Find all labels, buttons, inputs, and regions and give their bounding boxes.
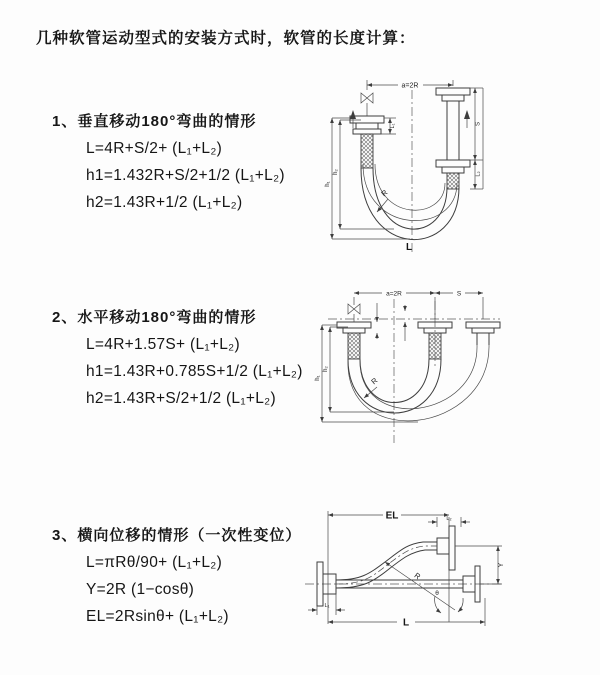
- formula-Y: Y=2R (1−cosθ): [86, 581, 195, 598]
- left-flange-assembly: [337, 322, 371, 359]
- section-1-heading: 1、垂直移动180°弯曲的情形: [52, 113, 257, 130]
- dim-label-a2r: a=2R: [386, 290, 402, 298]
- hose-u-curves: [361, 164, 459, 240]
- centerlines: [305, 517, 503, 622]
- dim-label-r: R: [379, 187, 390, 199]
- right-flange-assembly: [436, 88, 470, 189]
- diagram-1-drawing: [322, 66, 500, 260]
- hose-u-curves: [348, 345, 489, 421]
- dim-label-l2: L₂: [475, 171, 482, 177]
- dim-label-h1: h₁: [315, 375, 321, 381]
- diagram-vertical-180-bend: [322, 66, 500, 260]
- section-horizontal-movement: [52, 306, 303, 417]
- motion-arrow-up-left: [350, 110, 356, 128]
- motion-arrow-up-right: [464, 110, 470, 128]
- formula-h2: h2=1.43R+1/2 (L₁+L₂): [86, 194, 243, 211]
- formula-L: L=4R+S/2+ (L₁+L₂): [86, 140, 223, 157]
- diagram-horizontal-180-bend: [310, 283, 505, 455]
- valve-icon: [361, 93, 373, 116]
- section-3-heading: 3、横向位移的情形（一次性变位）: [52, 527, 302, 544]
- formula-EL: EL=2Rsinθ+ (L₁+L₂): [86, 608, 229, 625]
- dim-label-length: L: [405, 242, 413, 253]
- formula-L: L=4R+1.57S+ (L₁+L₂): [86, 336, 240, 353]
- dim-label-h2: h₂: [333, 169, 339, 175]
- radius-leader: [385, 562, 455, 610]
- formula-h1: h1=1.432R+S/2+1/2 (L₁+L₂): [86, 167, 285, 184]
- page-title: 几种软管运动型式的安装方式时，软管的长度计算：: [36, 30, 416, 47]
- dimension-a-2R: [354, 291, 483, 320]
- diagram-2-drawing: [310, 283, 505, 455]
- section-vertical-movement: [52, 110, 285, 221]
- radius-leader: [377, 188, 390, 212]
- section-2-heading: 2、水平移动180°弯曲的情形: [52, 309, 257, 326]
- dim-label-l1: L₁: [324, 603, 330, 609]
- left-flange-assembly: [350, 116, 384, 168]
- dim-label-s: S: [456, 290, 462, 298]
- formula-h1: h1=1.43R+0.785S+1/2 (L₁+L₂): [86, 363, 303, 380]
- dim-label-s: S: [475, 121, 482, 127]
- dim-label-a2r: a=2R: [401, 82, 419, 90]
- dim-label-r: R: [369, 375, 380, 387]
- dim-label-length: L: [402, 617, 410, 629]
- dim-label-l1: L₁: [390, 123, 396, 129]
- section-lateral-displacement: [52, 524, 301, 635]
- dim-label-h1: h₁: [325, 181, 331, 187]
- dim-label-h2: h₂: [323, 366, 329, 372]
- dimension-s: [435, 291, 483, 298]
- dimension-l2: [470, 88, 483, 189]
- dimension-l: [328, 598, 485, 629]
- dim-label-r: R: [412, 570, 423, 582]
- right-flange-displaced: [437, 526, 455, 570]
- dim-label-l2: L₂: [446, 516, 452, 522]
- right-flange-assembly: [466, 322, 500, 345]
- formula-L: L=πRθ/90+ (L₁+L₂): [86, 554, 223, 571]
- hose-s-curve: [336, 542, 437, 588]
- diagram-lateral-displacement: [303, 498, 508, 640]
- middle-flange-assembly: [418, 322, 452, 359]
- dimension-el: [328, 510, 452, 625]
- dim-label-theta: θ: [435, 590, 439, 597]
- diagram-3-drawing: [303, 498, 508, 640]
- dim-label-y: Y: [498, 562, 505, 568]
- formula-h2: h2=1.43R+S/2+1/2 (L₁+L₂): [86, 390, 276, 407]
- dimension-s: [470, 88, 483, 160]
- dimension-l1: [308, 592, 345, 615]
- dim-label-el: EL: [385, 510, 399, 522]
